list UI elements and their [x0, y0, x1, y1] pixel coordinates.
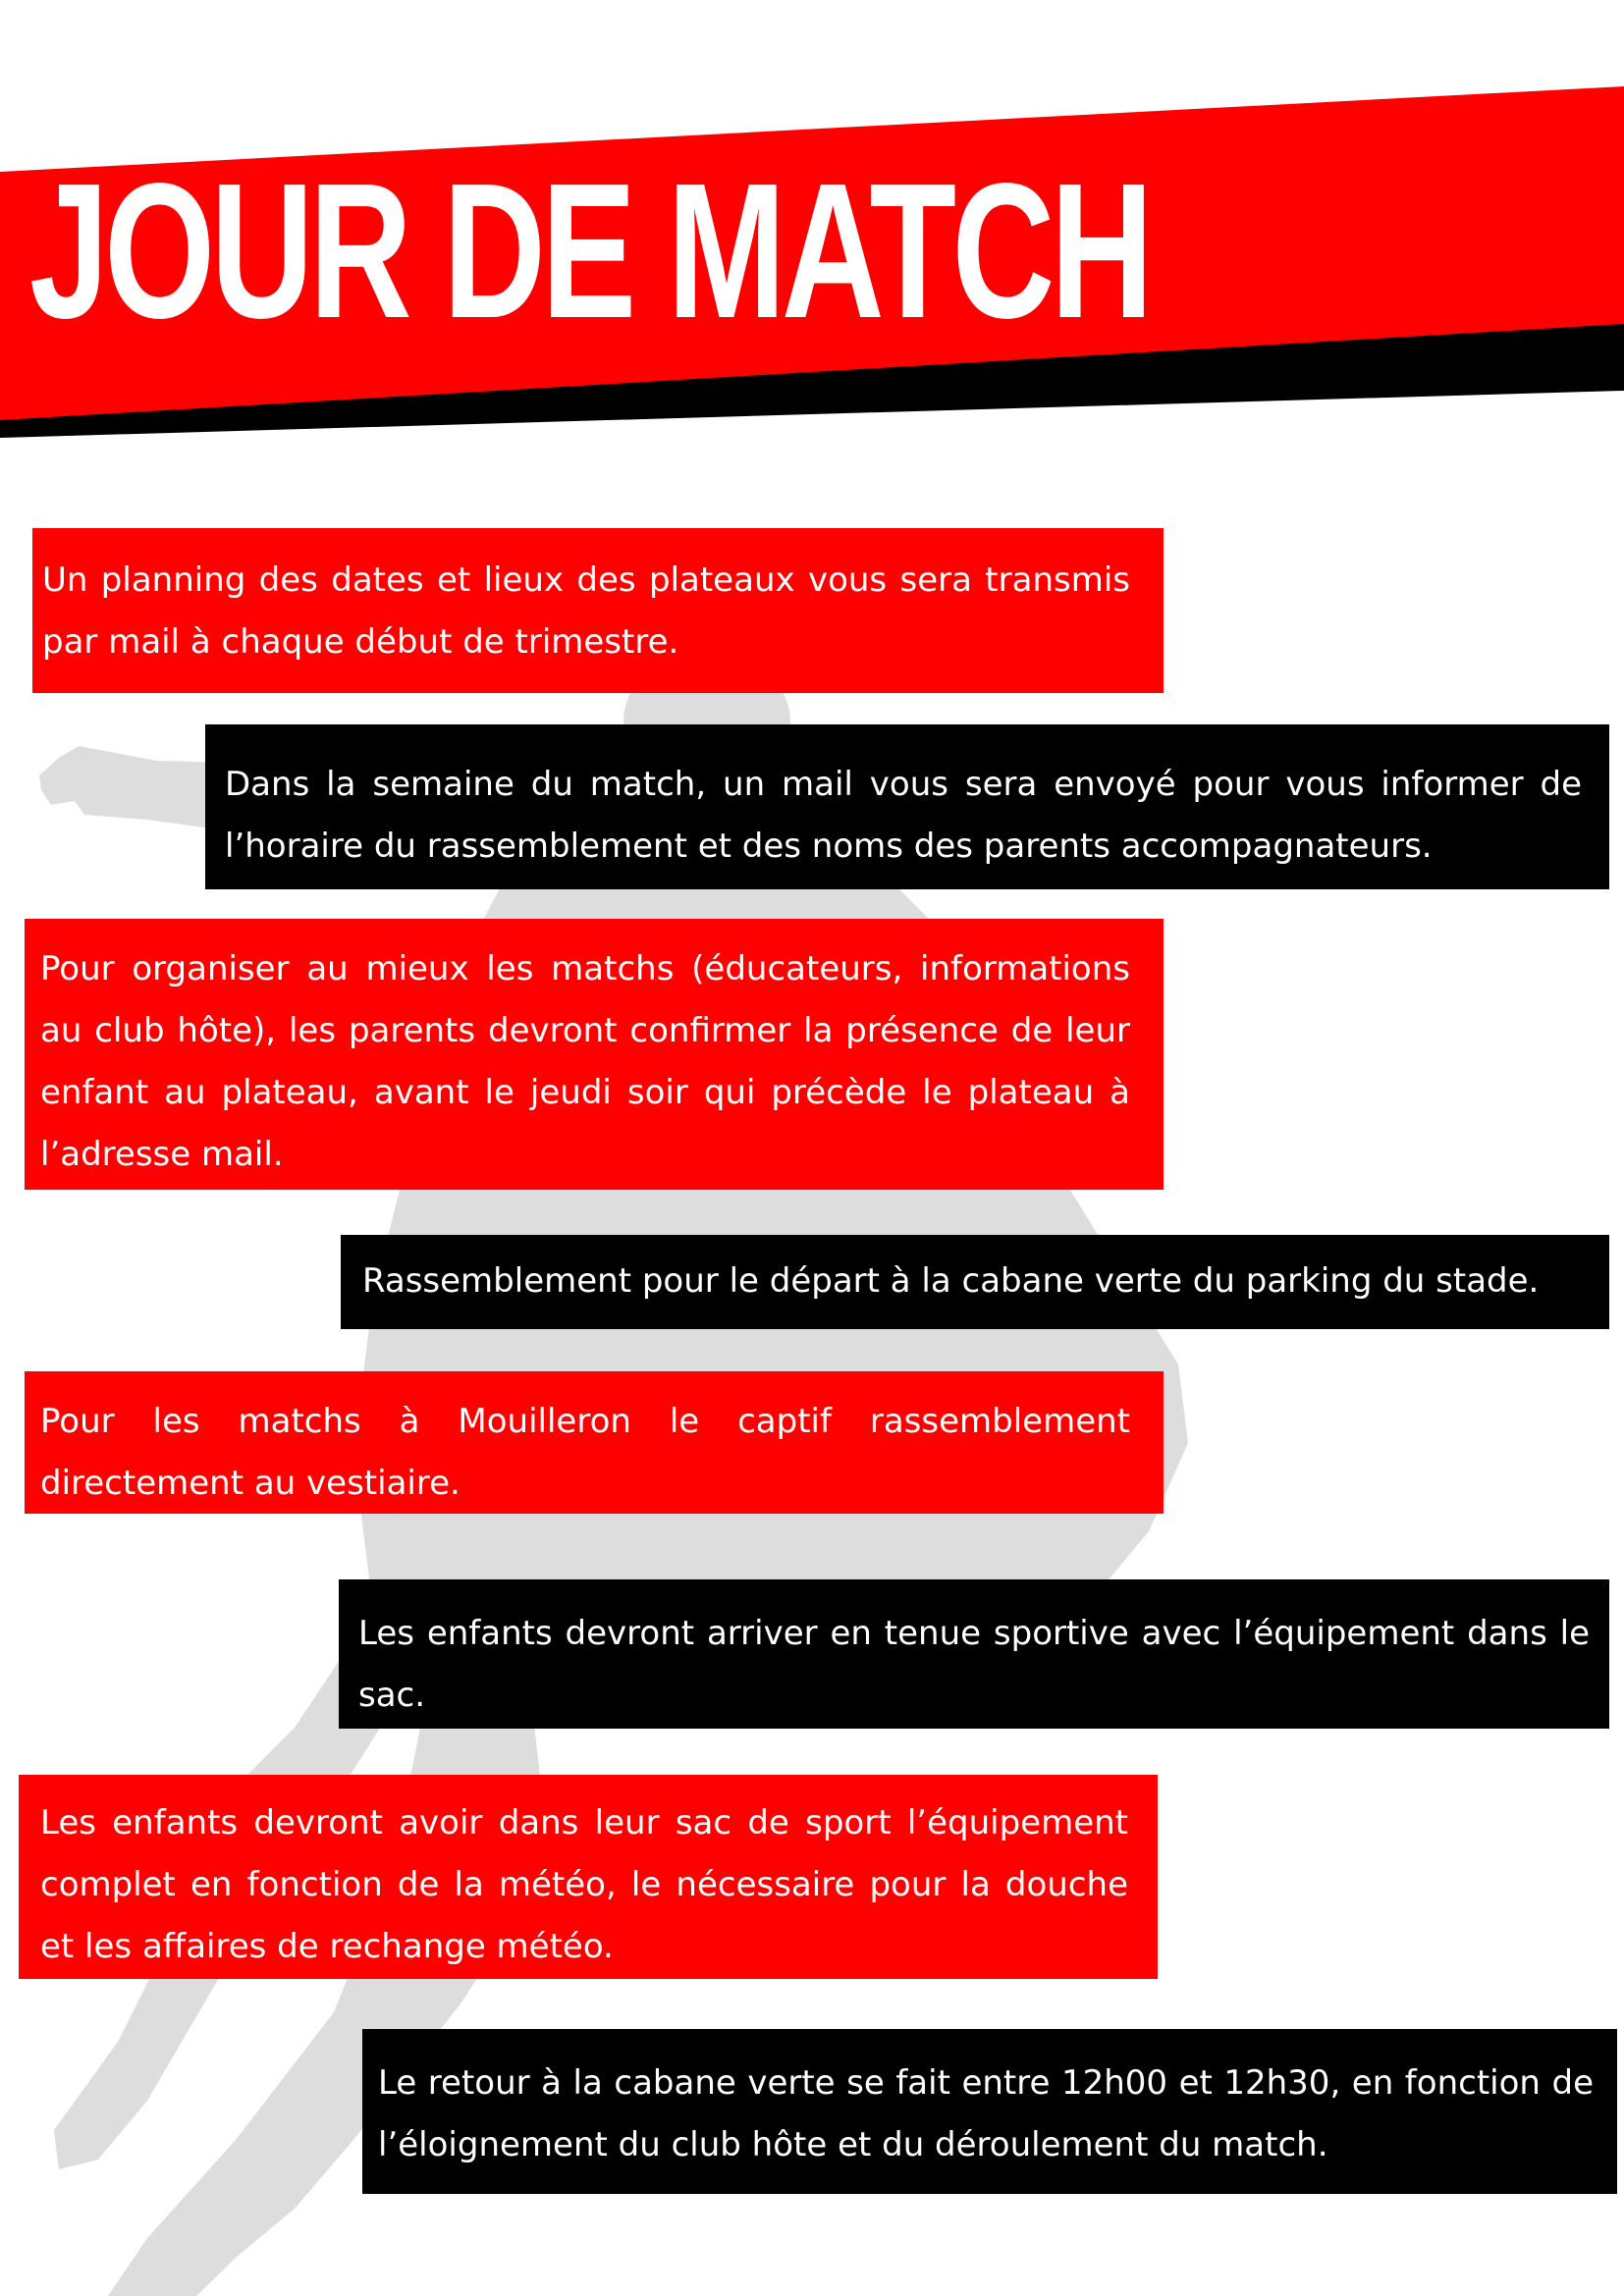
page-title: JOUR DE MATCH [29, 143, 1150, 358]
info-block-text: Les enfants devront arriver en tenue sportive avec l’équipement dans le sac. [358, 1614, 1590, 1715]
info-block-schedule [32, 528, 1164, 693]
info-block-text: Pour les matchs à Mouilleron le captif rassemblement directement au vestiaire. [40, 1402, 1130, 1503]
info-block-text: Le retour à la cabane verte se fait entre 12h00 et 12h30, en fonction de l’éloignement du club hôte et du déroulement du match. [378, 2063, 1594, 2164]
info-block-attire [339, 1579, 1609, 1729]
info-block-text: Pour organiser au mieux les matchs (éducateurs, informations au club hôte), les parents devront confirmer la présence de leur enfant au plateau, avant le jeudi soir qui précède le plateau à l’adresse mail. [40, 949, 1130, 1174]
info-block-text: Un planning des dates et lieux des plateaux vous sera transmis par mail à chaque début de trimestre. [42, 561, 1130, 662]
info-block-text: Rassemblement pour le départ à la cabane verte du parking du stade. [362, 1261, 1540, 1301]
info-block-home-matches [25, 1371, 1164, 1514]
info-block-meeting-point [341, 1235, 1609, 1329]
info-block-weekly-mail [205, 724, 1609, 889]
info-block-text: Dans la semaine du match, un mail vous sera envoyé pour vous informer de l’horaire du rassemblement et des noms des parents accompagnateurs. [225, 765, 1582, 866]
info-block-equipment [19, 1775, 1158, 1979]
info-block-return [362, 2029, 1617, 2194]
info-block-text: Les enfants devront avoir dans leur sac de sport l’équipement complet en fonction de la météo, le nécessaire pour la douche et les affaires de rechange météo. [40, 1803, 1128, 1966]
info-block-confirmation [25, 919, 1164, 1190]
